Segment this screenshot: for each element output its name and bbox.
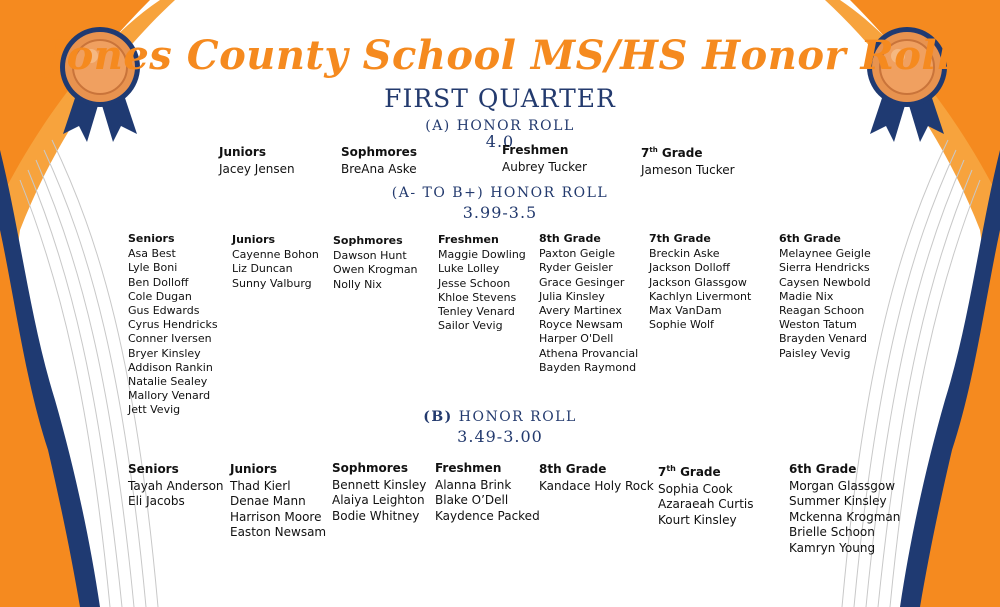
student-name: Sunny Valburg (232, 276, 312, 290)
grade-number: 7 (641, 146, 650, 160)
name-list (438, 248, 526, 333)
name-list (232, 248, 319, 291)
grade-heading: Seniors (128, 232, 175, 245)
grade-number: 7 (658, 465, 667, 479)
name-list (539, 247, 638, 375)
student-name: Tenley Venard (438, 305, 515, 319)
student-name: Conner Iversen (128, 332, 212, 346)
student-name: Paxton Geigle (539, 247, 616, 261)
name-list (502, 159, 587, 175)
student-name: Easton Newsam (230, 525, 327, 540)
page-title: Jones County School MS/HS Honor Roll (47, 32, 953, 79)
student-name: Denae Mann (230, 494, 306, 509)
student-name: Sierra Hendricks (779, 261, 870, 275)
a-group-freshmen (502, 142, 587, 175)
grade-word: Grade (657, 146, 703, 160)
student-name: Avery Martinex (539, 304, 622, 318)
name-list (641, 162, 735, 178)
student-name: Maggie Dowling (438, 248, 526, 262)
student-name: Kachlyn Livermont (649, 289, 752, 303)
name-list (435, 478, 540, 525)
student-name: Blake O’Dell (435, 493, 509, 508)
student-name: Cayenne Bohon (232, 248, 319, 262)
student-name: Kamryn Young (789, 540, 876, 555)
ab-group-freshmen (438, 233, 526, 333)
student-name: Brayden Venard (779, 332, 867, 346)
student-name: Mallory Venard (128, 389, 211, 403)
student-name: Aubrey Tucker (502, 160, 587, 174)
ab-group-8th-grade (539, 232, 638, 375)
student-name: Sailor Vevig (438, 319, 503, 333)
student-name: Kandace Holy Rock (539, 478, 654, 493)
grade-heading: Sophmores (341, 145, 417, 159)
student-name: Gus Edwards (128, 304, 200, 318)
grade-heading: 6th Grade (779, 232, 841, 245)
student-name: Royce Newsam (539, 318, 623, 332)
student-name: Julia Kinsley (539, 289, 605, 303)
student-name: Addison Rankin (128, 360, 213, 374)
b-group-8th-grade (539, 462, 654, 494)
student-name: Sophie Wolf (649, 318, 714, 332)
student-name: Athena Provancial (539, 346, 639, 360)
student-name: Lyle Boni (128, 261, 178, 275)
student-name: Asa Best (128, 247, 176, 261)
student-name: Liz Duncan (232, 262, 293, 276)
student-name: Alanna Brink (435, 477, 512, 492)
section-b-gpa: 3.49-3.00 (457, 427, 543, 446)
student-name: Morgan Glassgow (789, 478, 896, 493)
grade-heading: 6th Grade (789, 462, 857, 476)
student-name: Jacey Jensen (219, 162, 295, 176)
ab-group-sophomores (333, 234, 418, 292)
student-name: BreAna Aske (341, 162, 417, 176)
student-name: Melaynee Geigle (779, 247, 871, 261)
grade-heading: Juniors (232, 233, 276, 246)
grade-heading: 8th Grade (539, 462, 607, 476)
a-group-juniors (219, 144, 295, 177)
grade-heading: Freshmen (435, 461, 502, 475)
section-b-heading (0, 409, 1000, 425)
student-name: Cole Dugan (128, 289, 192, 303)
student-name: Harrison Moore (230, 509, 322, 524)
section-ab-header (0, 185, 1000, 222)
student-name: Ryder Geisler (539, 261, 613, 275)
name-list (128, 247, 218, 417)
student-name: Jackson Dolloff (649, 261, 730, 275)
student-name: Cyrus Hendricks (128, 318, 218, 332)
name-list (332, 478, 426, 525)
student-name: Luke Lolley (438, 262, 500, 276)
student-name: Jesse Schoon (438, 276, 511, 290)
name-list (128, 479, 224, 510)
student-name: Max VanDam (649, 304, 722, 318)
name-list (333, 249, 418, 292)
student-name: Mckenna Krogman (789, 509, 901, 524)
name-list (341, 161, 417, 177)
name-list (649, 247, 751, 332)
b-group-seniors (128, 462, 224, 510)
student-name: Madie Nix (779, 289, 834, 303)
section-b-heading-rest: HONOR ROLL (452, 409, 577, 425)
student-name: Kaydence Packed (435, 508, 540, 523)
grade-heading: 7th Grade (649, 232, 711, 245)
grade-suffix: th (649, 146, 658, 154)
student-name: Grace Gesinger (539, 275, 625, 289)
student-name: Thad Kierl (230, 478, 291, 493)
student-name: Kourt Kinsley (658, 512, 737, 527)
ab-group-6th-grade (779, 232, 871, 361)
name-list (230, 479, 326, 541)
student-name: Azaraeah Curtis (658, 497, 754, 512)
section-a-heading: (A) HONOR ROLL (425, 118, 575, 134)
grade-heading: Freshmen (438, 233, 499, 246)
section-b-header (0, 409, 1000, 446)
a-group-sophomores (341, 144, 417, 177)
grade-heading (658, 461, 754, 481)
student-name: Natalie Sealey (128, 375, 208, 389)
ab-group-juniors (232, 233, 319, 291)
name-list (789, 479, 900, 557)
name-list (779, 247, 871, 361)
student-name: Jackson Glassgow (649, 275, 747, 289)
student-name: Weston Tatum (779, 318, 857, 332)
name-list (539, 479, 654, 495)
student-name: Bryer Kinsley (128, 346, 201, 360)
student-name: Eli Jacobs (128, 494, 185, 509)
grade-word: Grade (675, 465, 721, 479)
grade-heading (641, 142, 735, 161)
student-name: Harper O'Dell (539, 332, 614, 346)
student-name: Jameson Tucker (641, 163, 735, 177)
b-group-7th-grade (658, 461, 754, 528)
student-name: Jett Vevig (128, 403, 181, 417)
student-name: Reagan Schoon (779, 304, 865, 318)
ab-group-7th-grade (649, 232, 751, 332)
a-group-7th-grade (641, 142, 735, 178)
b-group-sophomores (332, 461, 426, 524)
student-name: Dawson Hunt (333, 249, 407, 263)
grade-heading: Freshmen (502, 143, 569, 157)
grade-heading: 8th Grade (539, 232, 601, 245)
student-name: Nolly Nix (333, 277, 382, 291)
student-name: Alaiya Leighton (332, 493, 425, 508)
grade-heading: Seniors (128, 462, 179, 476)
b-group-juniors (230, 462, 326, 541)
name-list (219, 161, 295, 177)
section-a-header (0, 118, 1000, 151)
student-name: Summer Kinsley (789, 494, 887, 509)
student-name: Brielle Schoon (789, 525, 875, 540)
grade-heading: Juniors (219, 145, 266, 159)
student-name: Bennett Kinsley (332, 477, 427, 492)
student-name: Tayah Anderson (128, 478, 224, 493)
student-name: Owen Krogman (333, 263, 418, 277)
grade-suffix: th (666, 464, 676, 473)
student-name: Sophia Cook (658, 481, 733, 496)
section-ab-gpa: 3.99-3.5 (462, 203, 538, 222)
page-subtitle: FIRST QUARTER (384, 84, 616, 113)
student-name: Paisley Vevig (779, 346, 851, 360)
grade-heading: Juniors (230, 462, 277, 476)
student-name: Bayden Raymond (539, 360, 637, 374)
student-name: Caysen Newbold (779, 275, 871, 289)
b-group-6th-grade (789, 462, 900, 557)
student-name: Khloe Stevens (438, 290, 517, 304)
section-ab-heading: (A- TO B+) HONOR ROLL (391, 185, 609, 201)
student-name: Breckin Aske (649, 247, 720, 261)
ab-group-seniors (128, 232, 218, 418)
student-name: Bodie Whitney (332, 508, 420, 523)
name-list (658, 482, 754, 529)
grade-heading: Sophmores (332, 461, 408, 475)
student-name: Ben Dolloff (128, 275, 189, 289)
b-group-freshmen (435, 461, 540, 524)
section-b-heading-bold: (B) (423, 409, 453, 425)
grade-heading: Sophmores (333, 234, 403, 247)
section-a-gpa: 4.0 (485, 132, 515, 151)
